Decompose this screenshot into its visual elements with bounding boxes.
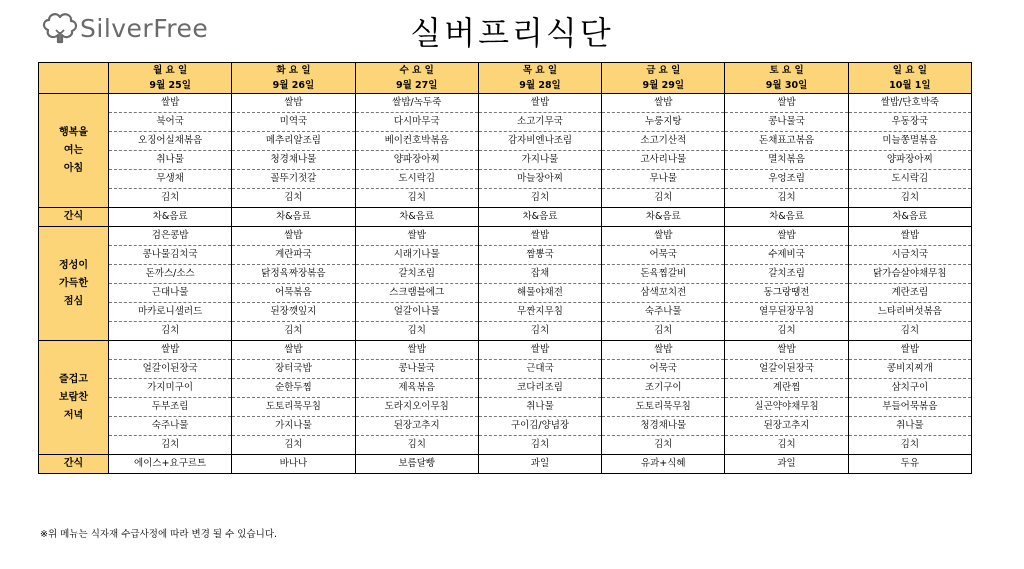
menu-item: 김치 (109, 189, 232, 208)
menu-item: 김치 (232, 436, 355, 455)
footnote: ※위 메뉴는 식자재 수급사정에 따라 변경 될 수 있습니다. (40, 529, 278, 540)
menu-item: 취나물 (478, 398, 601, 417)
dinner-label (39, 341, 109, 455)
menu-item: 무짠지무침 (478, 303, 601, 322)
menu-item: 쌀밥 (109, 341, 232, 360)
menu-item: 순한두찜 (232, 379, 355, 398)
menu-item: 어묵국 (602, 360, 725, 379)
meal-label-line: 정성이 (59, 259, 88, 271)
day-header: 수 요 일 (355, 63, 478, 79)
menu-item: 멸치볶음 (725, 151, 848, 170)
menu-item: 도토리묵무침 (602, 398, 725, 417)
menu-item: 쌀밥 (355, 227, 478, 246)
meal-label-line: 여는 (63, 144, 84, 156)
menu-item: 김치 (109, 436, 232, 455)
menu-item: 쌀밥 (848, 227, 971, 246)
lunch-row (39, 303, 972, 322)
menu-item: 도시락김 (355, 170, 478, 189)
meal-label-line: 아침 (63, 162, 84, 174)
menu-item: 쌀밥 (232, 341, 355, 360)
menu-item: 김치 (602, 189, 725, 208)
menu-item: 메추리알조림 (232, 132, 355, 151)
menu-item: 청경채나물 (602, 417, 725, 436)
date-header: 9월 28일 (478, 78, 601, 94)
snack-item: 바나나 (232, 455, 355, 474)
meal-label-line: 저녁 (63, 409, 84, 421)
date-header: 9월 27일 (355, 78, 478, 94)
header-row-dates (39, 78, 972, 94)
corner-cell (39, 63, 109, 94)
menu-item: 느타리버섯볶음 (848, 303, 971, 322)
menu-item: 수제비국 (725, 246, 848, 265)
menu-item: 오징어실채볶음 (109, 132, 232, 151)
menu-item: 쌀밥 (109, 94, 232, 113)
breakfast-row (39, 170, 972, 189)
menu-item: 도라지오이무침 (355, 398, 478, 417)
menu-item: 김치 (109, 322, 232, 341)
snack-item: 두유 (848, 455, 971, 474)
menu-item: 장터국밥 (232, 360, 355, 379)
menu-item: 김치 (355, 436, 478, 455)
menu-item: 우엉조림 (725, 170, 848, 189)
menu-item: 우동장국 (848, 113, 971, 132)
day-header: 월 요 일 (109, 63, 232, 79)
snack-item: 차&음료 (232, 208, 355, 227)
menu-item: 돈육찜갈비 (602, 265, 725, 284)
menu-item: 콩나물국 (355, 360, 478, 379)
menu-item: 가지나물 (232, 417, 355, 436)
menu-item: 김치 (478, 189, 601, 208)
menu-item: 돈까스/소스 (109, 265, 232, 284)
menu-item: 된장고추지 (725, 417, 848, 436)
menu-item: 코다리조림 (478, 379, 601, 398)
menu-item: 쌀밥/단호박죽 (848, 94, 971, 113)
snack-item: 차&음료 (848, 208, 971, 227)
menu-item: 쌀밥/녹두죽 (355, 94, 478, 113)
menu-item: 갈치조림 (725, 265, 848, 284)
menu-item: 얼갈이된장국 (109, 360, 232, 379)
menu-item: 김치 (355, 322, 478, 341)
menu-item: 북어국 (109, 113, 232, 132)
menu-item: 쌀밥 (602, 341, 725, 360)
header-row-days (39, 63, 972, 79)
menu-item: 조기구이 (602, 379, 725, 398)
dinner-row (39, 379, 972, 398)
menu-item: 미늘쫑멸볶음 (848, 132, 971, 151)
date-header: 10월 1일 (848, 78, 971, 94)
meal-label-line: 점심 (63, 295, 84, 307)
menu-item: 계란파국 (232, 246, 355, 265)
meal-label-line: 즐겁고 (59, 373, 88, 385)
menu-item: 김치 (602, 436, 725, 455)
menu-item: 콩나물국 (725, 113, 848, 132)
menu-item: 쌀밥 (478, 227, 601, 246)
menu-item: 갈치조림 (355, 265, 478, 284)
menu-item: 김치 (848, 322, 971, 341)
menu-item: 삼색꼬치전 (602, 284, 725, 303)
menu-item: 쌀밥 (478, 341, 601, 360)
menu-item: 계란조림 (848, 284, 971, 303)
menu-item: 무나물 (602, 170, 725, 189)
menu-item: 가지나물 (478, 151, 601, 170)
menu-item: 근대나물 (109, 284, 232, 303)
date-header: 9월 26일 (232, 78, 355, 94)
menu-item: 어묵볶음 (232, 284, 355, 303)
menu-item: 근대국 (478, 360, 601, 379)
menu-item: 된장고추지 (355, 417, 478, 436)
menu-item: 쌀밥 (725, 94, 848, 113)
lunch-label (39, 227, 109, 341)
snack-item: 차&음료 (478, 208, 601, 227)
menu-item: 도토리묵무침 (232, 398, 355, 417)
menu-item: 쌀밥 (725, 227, 848, 246)
lunch-row (39, 227, 972, 246)
menu-item: 청경채나물 (232, 151, 355, 170)
menu-item: 숙주나물 (602, 303, 725, 322)
menu-item: 김치 (725, 322, 848, 341)
menu-item: 된장깻잎지 (232, 303, 355, 322)
day-header: 화 요 일 (232, 63, 355, 79)
menu-item: 쌀밥 (478, 94, 601, 113)
menu-item: 쌀밥 (232, 227, 355, 246)
dinner-row (39, 398, 972, 417)
menu-item: 김치 (848, 189, 971, 208)
menu-item: 김치 (602, 322, 725, 341)
menu-item: 실곤약야채무침 (725, 398, 848, 417)
menu-item: 김치 (478, 436, 601, 455)
menu-item: 양파장아찌 (848, 151, 971, 170)
page-title: 실버프리식단 (410, 14, 614, 52)
day-header: 목 요 일 (478, 63, 601, 79)
day-header: 일 요 일 (848, 63, 971, 79)
meal-label-line: 행복을 (59, 126, 88, 138)
dinner-row (39, 417, 972, 436)
date-header: 9월 29일 (602, 78, 725, 94)
meal-label-line: 보람찬 (59, 391, 88, 403)
menu-item: 김치 (848, 436, 971, 455)
snack-item: 차&음료 (355, 208, 478, 227)
menu-item: 닭정육짜장볶음 (232, 265, 355, 284)
menu-item: 어묵국 (602, 246, 725, 265)
menu-item: 가지미구이 (109, 379, 232, 398)
menu-item: 취나물 (109, 151, 232, 170)
menu-item: 소고기무국 (478, 113, 601, 132)
menu-item: 닭가슴살야채무침 (848, 265, 971, 284)
snack-item: 보름달빵 (355, 455, 478, 474)
menu-item: 김치 (355, 189, 478, 208)
snack-row (39, 455, 972, 474)
snack-label: 간식 (39, 455, 109, 474)
menu-item: 콩비지찌개 (848, 360, 971, 379)
breakfast-row (39, 94, 972, 113)
lunch-row (39, 246, 972, 265)
snack-item: 에이스+요구르트 (109, 455, 232, 474)
breakfast-row (39, 189, 972, 208)
menu-item: 베이컨호박볶음 (355, 132, 478, 151)
lunch-row (39, 265, 972, 284)
snack-row (39, 208, 972, 227)
meal-label-line: 가득한 (59, 277, 88, 289)
date-header: 9월 25일 (109, 78, 232, 94)
menu-item: 도시락김 (848, 170, 971, 189)
snack-item: 차&음료 (725, 208, 848, 227)
breakfast-row (39, 113, 972, 132)
dinner-row (39, 341, 972, 360)
menu-item: 누룽지탕 (602, 113, 725, 132)
menu-item: 잡채 (478, 265, 601, 284)
menu-item: 숙주나물 (109, 417, 232, 436)
menu-item: 제육볶음 (355, 379, 478, 398)
menu-item: 얼갈이나물 (355, 303, 478, 322)
day-header: 금 요 일 (602, 63, 725, 79)
snack-item: 차&음료 (602, 208, 725, 227)
menu-item: 돈채표고볶음 (725, 132, 848, 151)
menu-item: 스크램블에그 (355, 284, 478, 303)
dinner-row (39, 360, 972, 379)
menu-item: 콩나물김치국 (109, 246, 232, 265)
day-header: 토 요 일 (725, 63, 848, 79)
menu-item: 김치 (232, 189, 355, 208)
dinner-row (39, 436, 972, 455)
snack-label: 간식 (39, 208, 109, 227)
menu-item: 검은콩밥 (109, 227, 232, 246)
breakfast-row (39, 151, 972, 170)
menu-item: 소고기산적 (602, 132, 725, 151)
lunch-row (39, 284, 972, 303)
menu-item: 다시마무국 (355, 113, 478, 132)
menu-item: 감자비엔나조림 (478, 132, 601, 151)
menu-item: 두부조림 (109, 398, 232, 417)
weekly-menu-table (38, 62, 972, 474)
menu-item: 쌀밥 (602, 227, 725, 246)
menu-item: 시금치국 (848, 246, 971, 265)
menu-item: 마카로니샐러드 (109, 303, 232, 322)
menu-item: 쌀밥 (848, 341, 971, 360)
brand-name: SilverFree (80, 13, 209, 43)
menu-item: 짬뽕국 (478, 246, 601, 265)
menu-item: 김치 (478, 322, 601, 341)
menu-item: 쌀밥 (602, 94, 725, 113)
snack-item: 과일 (478, 455, 601, 474)
menu-item: 김치 (232, 322, 355, 341)
menu-item: 해물야채전 (478, 284, 601, 303)
snack-item: 과일 (725, 455, 848, 474)
menu-item: 김치 (725, 436, 848, 455)
menu-item: 열무된장무침 (725, 303, 848, 322)
menu-item: 계란찜 (725, 379, 848, 398)
breakfast-row (39, 132, 972, 151)
menu-item: 고사리나물 (602, 151, 725, 170)
menu-item: 쌀밥 (355, 341, 478, 360)
menu-item: 쌀밥 (232, 94, 355, 113)
menu-item: 얼갈이된장국 (725, 360, 848, 379)
menu-item: 꼴뚜기젓갈 (232, 170, 355, 189)
menu-item: 쌀밥 (725, 341, 848, 360)
menu-item: 김치 (725, 189, 848, 208)
menu-item: 동그랑땡전 (725, 284, 848, 303)
menu-item: 취나물 (848, 417, 971, 436)
menu-item: 양파장아찌 (355, 151, 478, 170)
menu-item: 삼치구이 (848, 379, 971, 398)
menu-item: 미역국 (232, 113, 355, 132)
menu-item: 마늘장아찌 (478, 170, 601, 189)
menu-item: 부들어묵볶음 (848, 398, 971, 417)
menu-item: 무생채 (109, 170, 232, 189)
snack-item: 유과+식혜 (602, 455, 725, 474)
date-header: 9월 30일 (725, 78, 848, 94)
menu-item: 시래기나물 (355, 246, 478, 265)
breakfast-label (39, 94, 109, 208)
lunch-row (39, 322, 972, 341)
snack-item: 차&음료 (109, 208, 232, 227)
menu-item: 구이김/양념장 (478, 417, 601, 436)
